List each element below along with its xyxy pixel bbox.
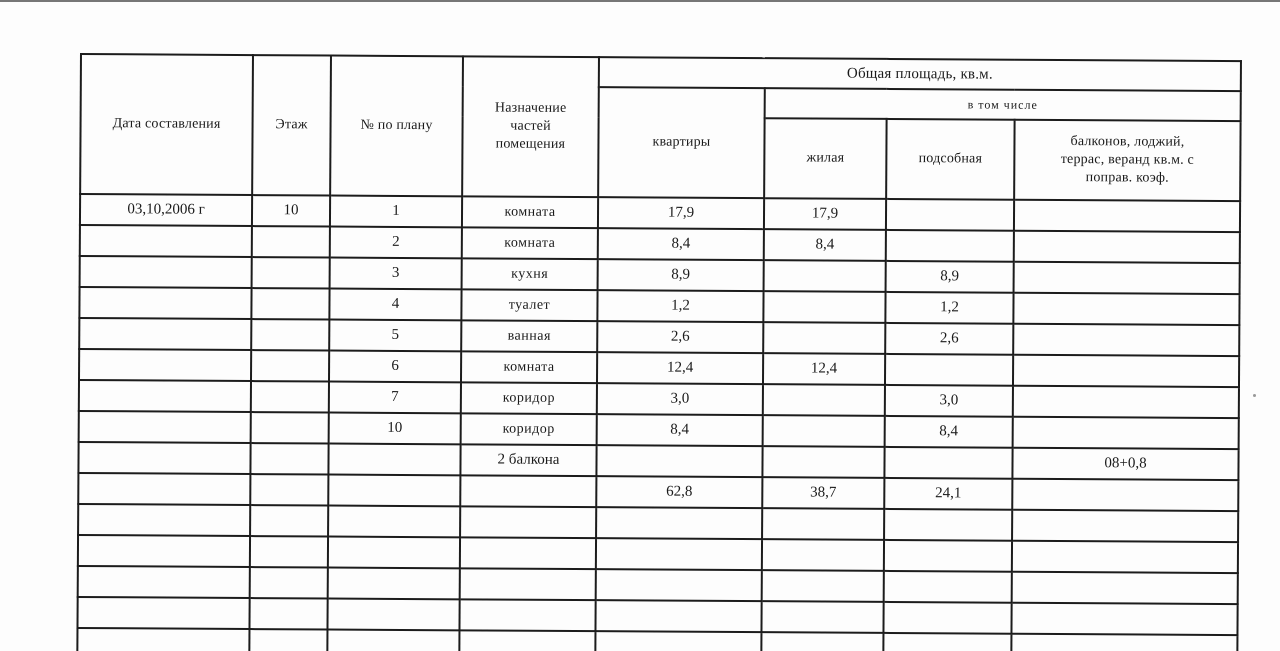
cell-apartment: 3,0: [597, 383, 763, 415]
cell-apartment: [595, 600, 761, 632]
cell-balcony: [1011, 634, 1237, 651]
cell-apartment: 12,4: [597, 352, 763, 384]
cell-auxiliary: [886, 230, 1014, 262]
cell-apartment: [596, 445, 762, 477]
scan-speck: [1253, 394, 1256, 397]
cell-name: [460, 506, 596, 538]
cell-floor: [250, 443, 328, 474]
cell-plan-no: [328, 537, 460, 569]
cell-auxiliary: [883, 602, 1011, 634]
cell-floor: [251, 381, 329, 412]
cell-floor: [252, 257, 330, 288]
cell-name: комната: [462, 196, 598, 228]
cell-date: [78, 566, 250, 598]
cell-auxiliary: [884, 540, 1012, 572]
cell-date: [79, 287, 251, 319]
header-balconies-line-3: попрaв. коэф.: [1085, 170, 1169, 186]
header-purpose-line-2: частей: [510, 118, 551, 134]
cell-auxiliary: 8,4: [885, 416, 1013, 448]
cell-floor: [250, 505, 328, 536]
cell-living: 12,4: [763, 353, 885, 385]
cell-balcony: [1013, 324, 1239, 356]
cell-apartment: 8,9: [598, 259, 764, 291]
cell-date: [78, 535, 250, 567]
cell-auxiliary: [884, 571, 1012, 603]
cell-balcony: [1014, 231, 1240, 263]
cell-date: [79, 411, 251, 443]
cell-apartment: [595, 631, 761, 651]
cell-plan-no: 5: [329, 320, 461, 352]
cell-apartment: 8,4: [597, 414, 763, 446]
cell-plan-no: 7: [329, 382, 461, 414]
cell-floor: [249, 629, 327, 651]
cell-living: [764, 260, 886, 292]
cell-living: [762, 570, 884, 602]
cell-living: [763, 415, 885, 447]
header-floor: Этаж: [252, 55, 331, 195]
cell-auxiliary: [885, 354, 1013, 386]
cell-floor: [250, 567, 328, 598]
header-balconies: [1014, 120, 1241, 201]
cell-auxiliary: 24,1: [884, 478, 1012, 510]
cell-floor: [251, 288, 329, 319]
cell-apartment: 8,4: [598, 228, 764, 260]
cell-plan-no: 4: [329, 289, 461, 321]
cell-plan-no: 2: [330, 227, 462, 259]
cell-living: [762, 446, 884, 478]
cell-date: [79, 380, 251, 412]
cell-living: [763, 384, 885, 416]
header-including: в том числе: [765, 88, 1241, 121]
cell-living: 17,9: [764, 198, 886, 230]
cell-balcony: [1014, 200, 1240, 232]
cell-floor: [250, 536, 328, 567]
cell-auxiliary: 1,2: [885, 292, 1013, 324]
cell-plan-no: 10: [329, 413, 461, 445]
cell-name: 2 балкона: [460, 444, 596, 476]
cell-name: [460, 537, 596, 569]
cell-apartment: [596, 538, 762, 570]
cell-balcony: [1012, 541, 1238, 573]
cell-balcony: [1013, 293, 1239, 325]
cell-plan-no: [327, 630, 459, 651]
header-auxiliary: подсобная: [886, 119, 1014, 200]
cell-plan-no: 1: [330, 196, 462, 228]
cell-floor: [251, 319, 329, 350]
cell-living: 38,7: [762, 477, 884, 509]
cell-plan-no: 6: [329, 351, 461, 383]
cell-balcony: [1013, 417, 1239, 449]
cell-name: коридор: [461, 382, 597, 414]
cell-apartment: [596, 569, 762, 601]
header-apartment: квартиры: [598, 87, 765, 198]
cell-balcony: 08+0,8: [1012, 448, 1238, 480]
cell-date: [80, 256, 252, 288]
cell-date: [78, 442, 250, 474]
cell-living: [762, 508, 884, 540]
cell-date: [78, 504, 250, 536]
cell-name: ванная: [461, 320, 597, 352]
cell-balcony: [1013, 386, 1239, 418]
cell-auxiliary: [883, 633, 1011, 651]
scan-top-edge: [0, 0, 1280, 2]
cell-apartment: 17,9: [598, 197, 764, 229]
cell-living: [763, 291, 885, 323]
cell-name: кухня: [462, 258, 598, 290]
header-living: жилая: [764, 118, 886, 199]
cell-balcony: [1014, 262, 1240, 294]
cell-name: [459, 630, 595, 651]
cell-living: [762, 539, 884, 571]
cell-date: [77, 628, 249, 651]
cell-balcony: [1013, 355, 1239, 387]
cell-name: комната: [462, 227, 598, 259]
cell-living: 8,4: [764, 229, 886, 261]
cell-auxiliary: [886, 199, 1014, 231]
cell-auxiliary: 8,9: [886, 261, 1014, 293]
room-area-table: [76, 53, 1242, 651]
header-plan-number: № по плану: [330, 56, 463, 197]
cell-name: [459, 599, 595, 631]
cell-apartment: [596, 507, 762, 539]
cell-plan-no: [328, 444, 460, 476]
cell-floor: [249, 598, 327, 629]
cell-floor: [252, 226, 330, 257]
cell-date: 03,10,2006 г: [80, 194, 252, 226]
cell-balcony: [1012, 510, 1238, 542]
cell-floor: [251, 350, 329, 381]
header-date: Дата составления: [80, 54, 253, 195]
cell-balcony: [1012, 572, 1238, 604]
cell-plan-no: [328, 506, 460, 538]
header-purpose-line-3: помещения: [495, 136, 566, 152]
cell-name: комната: [461, 351, 597, 383]
cell-floor: [251, 412, 329, 443]
table-body: [77, 194, 1240, 651]
cell-floor: [250, 474, 328, 505]
header-purpose-line-1: Назначение: [494, 100, 567, 116]
cell-plan-no: [328, 568, 460, 600]
header-balconies-line-1: балконов, лоджий,: [1070, 134, 1185, 150]
cell-plan-no: [328, 475, 460, 507]
cell-date: [79, 349, 251, 381]
cell-apartment: 2,6: [597, 321, 763, 353]
cell-plan-no: [327, 599, 459, 631]
cell-name: [460, 568, 596, 600]
header-purpose: [462, 56, 599, 197]
cell-date: [78, 473, 250, 505]
cell-apartment: 62,8: [596, 476, 762, 508]
cell-date: [77, 597, 249, 629]
cell-auxiliary: 2,6: [885, 323, 1013, 355]
cell-auxiliary: [884, 447, 1012, 479]
cell-name: [460, 475, 596, 507]
cell-date: [79, 318, 251, 350]
cell-name: туалет: [461, 289, 597, 321]
cell-apartment: 1,2: [597, 290, 763, 322]
cell-living: [761, 601, 883, 633]
cell-balcony: [1012, 479, 1238, 511]
cell-auxiliary: [884, 509, 1012, 541]
cell-plan-no: 3: [330, 258, 462, 290]
cell-name: коридор: [461, 413, 597, 445]
cell-living: [761, 632, 883, 651]
header-balconies-line-2: террас, веранд кв.м. с: [1060, 151, 1195, 168]
cell-living: [763, 322, 885, 354]
cell-auxiliary: 3,0: [885, 385, 1013, 417]
cell-floor: 10: [252, 195, 330, 226]
cell-balcony: [1011, 603, 1237, 635]
header-total-area: Общая площадь, кв.м.: [599, 57, 1241, 91]
cell-date: [80, 225, 252, 257]
